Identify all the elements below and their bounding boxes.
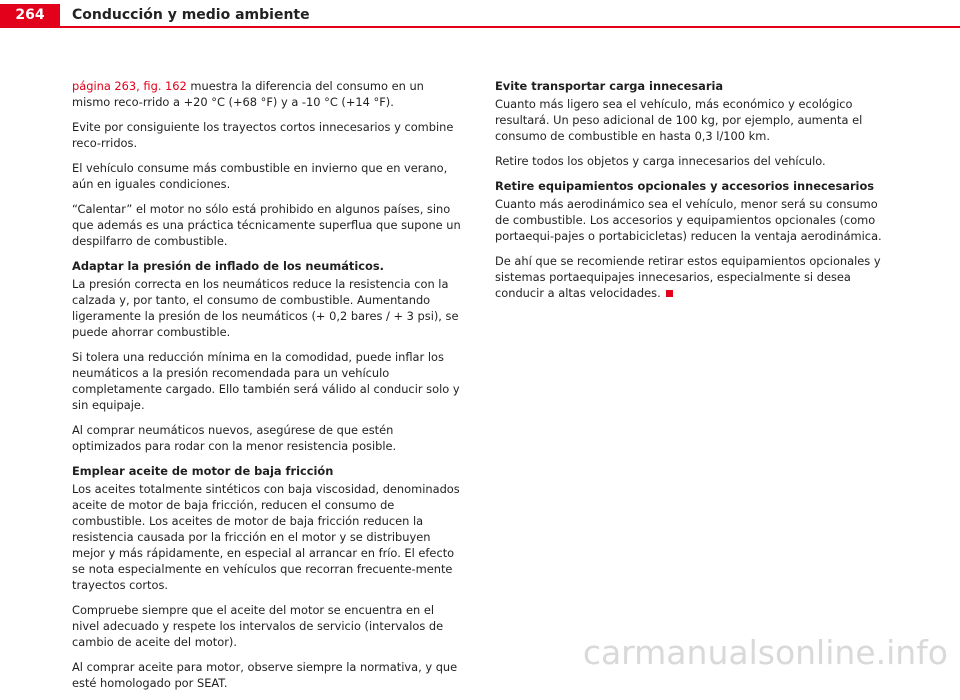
paragraph: El vehículo consume más combustible en invierno que en verano, aún en iguales condiciones. — [72, 161, 448, 191]
end-of-section-icon — [666, 290, 673, 297]
paragraph: Si tolera una reducción mínima en la comodidad, puede inflar los neumáticos a la presión recomendada para un vehículo completamente cargado. Ello también será válido al conducir solo y sin equipaje. — [72, 350, 460, 412]
subheading-remove-accessories: Retire equipamientos opcionales y accesorios innecesarios — [495, 179, 875, 193]
paragraph: Los aceites totalmente sintéticos con baja viscosidad, denominados aceite de motor de baja fricción, reducen el consumo de combustible. Los aceites de motor de baja fricción reducen la resistencia causada por la fricción en el motor y se distribuyen mejor y más rápidamente, en especial al arrancar en frío. El efecto se nota especialmente en vehículos que recorran frecuente-mente trayectos cortos. — [72, 482, 460, 592]
paragraph — [495, 253, 887, 301]
watermark: carmanualsonline.info — [582, 633, 948, 672]
paragraph — [72, 78, 464, 110]
paragraph: Compruebe siempre que el aceite del motor se encuentra en el nivel adecuado y respete los intervalos de servicio (intervalos de cambio de aceite del motor). — [72, 603, 444, 649]
paragraph-text: De ahí que se recomiende retirar estos equipamientos opcionales y sistemas portaequipajes innecesarios, especialmente si desea conducir a altas velocidades. — [495, 254, 881, 300]
paragraph: Al comprar aceite para motor, observe siempre la normativa, y que esté homologado por SEAT. — [72, 660, 458, 690]
paragraph: “Calentar” el motor no sólo está prohibido en algunos países, sino que además es una práctica técnicamente superflua que supone un despilfarro de combustible. — [72, 202, 461, 248]
header-divider — [0, 26, 960, 28]
subheading-unnecessary-load: Evite transportar carga innecesaria — [495, 79, 724, 93]
subheading-tire-pressure: Adaptar la presión de inflado de los neumáticos. — [72, 259, 384, 273]
paragraph-text: muestra la diferencia del consumo en un mismo reco-rrido a +20 °C (+68 °F) y a -10 °C (+14 °F). — [72, 79, 424, 109]
page-number: 264 — [0, 4, 60, 26]
paragraph: Cuanto más aerodinámico sea el vehículo, menor será su consumo de combustible. Los accesorios y equipamientos opcionales (como portaequi-pajes o portabicicletas) reducen la ventaja aerodinámica. — [495, 197, 882, 243]
paragraph: Retire todos los objetos y carga innecesarios del vehículo. — [495, 154, 826, 168]
paragraph: La presión correcta en los neumáticos reduce la resistencia con la calzada y, por tanto, el consumo de combustible. Aumentando ligeramente la presión de los neumáticos (+ 0,2 bares / + 3 psi), se puede ahorrar combustible. — [72, 277, 459, 339]
subheading-low-friction-oil: Emplear aceite de motor de baja fricción — [72, 464, 334, 478]
paragraph: Cuanto más ligero sea el vehículo, más económico y ecológico resultará. Un peso adicional de 100 kg, por ejemplo, aumenta el consumo de combustible en hasta 0,3 l/100 km. — [495, 97, 863, 143]
left-column — [72, 78, 464, 700]
page-header — [0, 0, 960, 30]
right-column — [495, 78, 887, 310]
paragraph: Al comprar neumáticos nuevos, asegúrese de que estén optimizados para rodar con la menor resistencia posible. — [72, 423, 397, 453]
paragraph: Evite por consiguiente los trayectos cortos innecesarios y combine reco-rridos. — [72, 120, 454, 150]
section-title: Conducción y medio ambiente — [72, 7, 310, 23]
figure-reference-link[interactable]: página 263, fig. 162 — [72, 79, 187, 93]
